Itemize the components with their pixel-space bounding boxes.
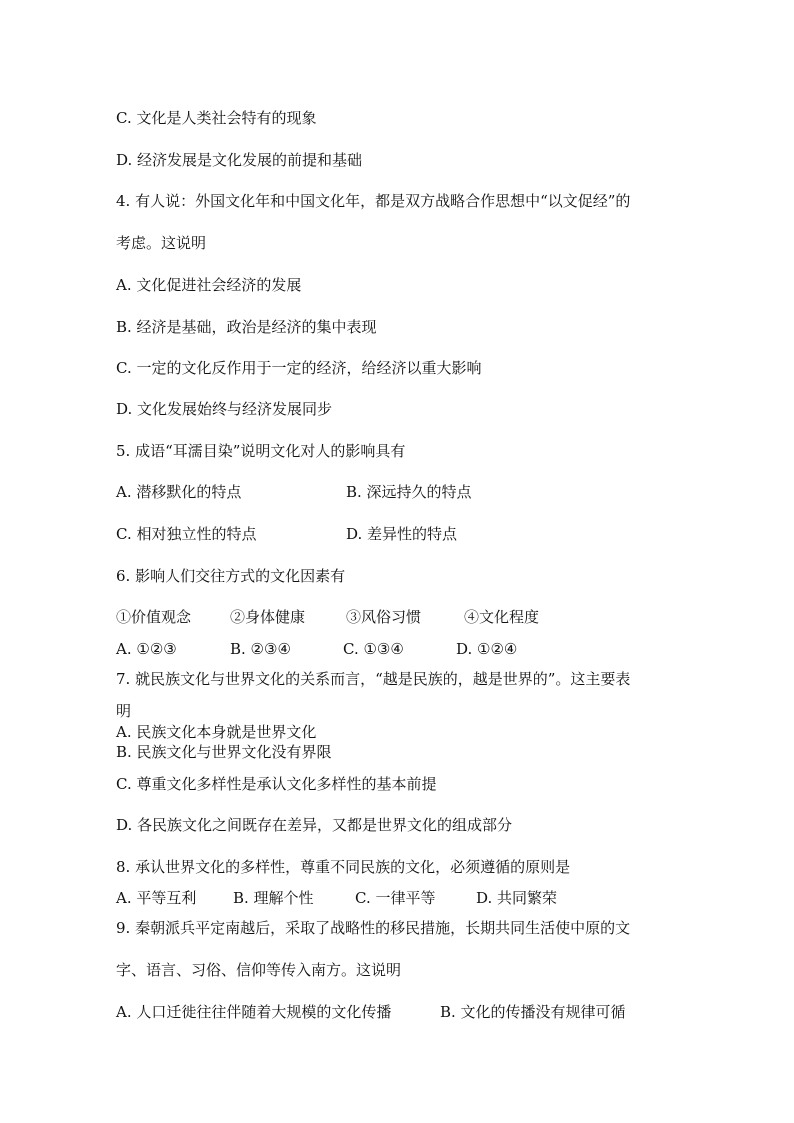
option-d-q8: D. 共同繁荣 [476, 889, 558, 907]
option-a-q4: A. 文化促进社会经济的发展 [116, 276, 302, 294]
item-1-q6: ①价值观念 [116, 608, 192, 626]
question-8-stem: 8. 承认世界文化的多样性，尊重不同民族的文化，必须遵循的原则是 [116, 858, 571, 876]
option-c-q7: C. 尊重文化多样性是承认文化多样性的基本前提 [116, 775, 437, 793]
question-6-stem: 6. 影响人们交往方式的文化因素有 [116, 567, 346, 585]
option-a-q7: A. 民族文化本身就是世界文化 [116, 723, 317, 741]
option-d-q5: D. 差异性的特点 [346, 525, 458, 543]
item-3-q6: ③风俗习惯 [346, 608, 422, 626]
option-b-q4: B. 经济是基础，政治是经济的集中表现 [116, 318, 377, 336]
option-b-q6: B. ②③④ [230, 640, 291, 658]
item-4-q6: ④文化程度 [464, 608, 540, 626]
option-d-q4: D. 文化发展始终与经济发展同步 [116, 400, 333, 418]
question-5-stem: 5. 成语“耳濡目染”说明文化对人的影响具有 [116, 442, 406, 460]
option-c-q6: C. ①③④ [343, 640, 404, 658]
item-2-q6: ②身体健康 [230, 608, 306, 626]
question-9-stem: 9. 秦朝派兵平定南越后，采取了战略性的移民措施，长期共同生活使中原的文 [116, 919, 631, 937]
question-7-stem-cont: 明 [116, 702, 132, 720]
question-7-stem: 7. 就民族文化与世界文化的关系而言，“越是民族的，越是世界的”。这主要表 [116, 670, 631, 688]
option-c-q5: C. 相对独立性的特点 [116, 525, 257, 543]
option-d-q3: D. 经济发展是文化发展的前提和基础 [116, 151, 363, 169]
option-d-q7: D. 各民族文化之间既存在差异，又都是世界文化的组成部分 [116, 816, 513, 834]
option-a-q5: A. 潜移默化的特点 [116, 483, 242, 501]
option-d-q6: D. ①②④ [456, 640, 518, 658]
option-a-q6: A. ①②③ [116, 640, 177, 658]
question-4-stem-cont: 考虑。这说明 [116, 234, 207, 252]
option-b-q7: B. 民族文化与世界文化没有界限 [116, 743, 332, 761]
option-c-q4: C. 一定的文化反作用于一定的经济，给经济以重大影响 [116, 359, 482, 377]
option-c-q8: C. 一律平等 [355, 889, 436, 907]
question-9-stem-cont: 字、语言、习俗、信仰等传入南方。这说明 [116, 961, 402, 979]
option-b-q8: B. 理解个性 [233, 889, 314, 907]
option-a-q8: A. 平等互利 [116, 889, 197, 907]
option-a-q9: A. 人口迁徙往往伴随着大规模的文化传播 [116, 1003, 392, 1021]
option-b-q9: B. 文化的传播没有规律可循 [440, 1003, 626, 1021]
question-4-stem: 4. 有人说：外国文化年和中国文化年，都是双方战略合作思想中“以文促经”的 [116, 192, 631, 210]
option-b-q5: B. 深远持久的特点 [346, 483, 472, 501]
option-c-q3: C. 文化是人类社会特有的现象 [116, 109, 317, 127]
